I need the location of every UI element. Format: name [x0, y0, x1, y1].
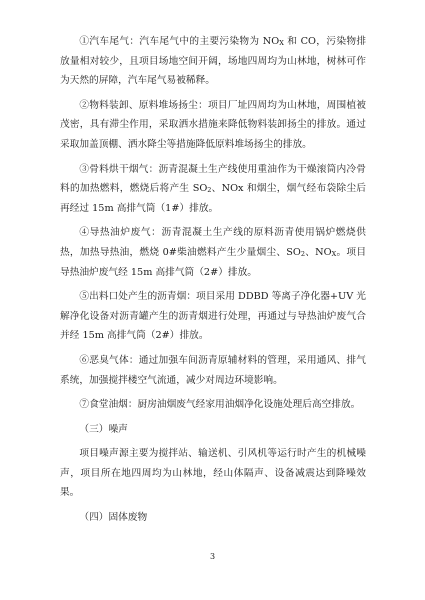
paragraph-aggregate-drying-gas: ③骨料烘干烟气：沥青混凝土生产线使用重油作为干燥滚筒内冷骨料的加热燃料，燃烧后将产生 $SO_2$、NOx 和烟尘，烟气经布袋除尘后再经过 15m 高排气筒（1#）排放。 [60, 163, 366, 214]
paragraph-noise: 项目噪声源主要为搅拌站、输送机、引风机等运行时产生的机械噪声，项目所在地四周均为山林地，经山体隔声、设备减震达到降噪效果。 [60, 448, 366, 499]
page-content [60, 32, 366, 533]
page-number: 3 [209, 552, 216, 561]
paragraph-material-dust: ②物料装卸、原料堆场扬尘：项目厂址四周均为山林地，周围植被茂密，具有滞尘作用，采取洒水措施来降低物料装卸扬尘的排放。通过采取加盖顶棚、洒水降尘等措施降低原料堆场扬尘的排放。 [60, 99, 366, 150]
section-heading-solid-waste: （四）固体废物 [79, 512, 148, 524]
section-heading-noise: （三）噪声 [79, 423, 128, 435]
paragraph-odor-gas: ⑥恶臭气体：通过加强车间沥青原辅材料的管理，采用通风、排气系统，加强搅拌楼空气流通，减少对周边环境影响。 [60, 354, 366, 386]
paragraph-kitchen-fume: ⑦食堂油烟：厨房油烟废气经家用油烟净化设施处理后高空排放。 [79, 399, 361, 411]
paragraph-asphalt-fume: ⑤出料口处产生的沥青烟：项目采用 DDBD 等离子净化器+UV 光解净化设备对沥青罐产生的沥青烟进行处理，再通过与导热油炉废气合并经 15m 高排气筒（2#）排放。 [60, 291, 366, 342]
paragraph-vehicle-exhaust: ①汽车尾气：汽车尾气中的主要污染物为 $NO_X$ 和 CO，污染物排放量相对较少，且项目场地空间开阔，场地四周均为山林地，树林可作为天然的屏障，汽车尾气易被稀释。 [60, 36, 367, 87]
paragraph-heat-oil-furnace-gas: ④导热油炉废气：沥青混凝土生产线的原料沥青使用锅炉燃烧供热，加热导热油，燃烧 0#柴油燃料产生少量烟尘、$SO_2$、$NO_X$。项目导热油炉废气经 15m 高排气筒（2#）排放。 [60, 227, 367, 278]
